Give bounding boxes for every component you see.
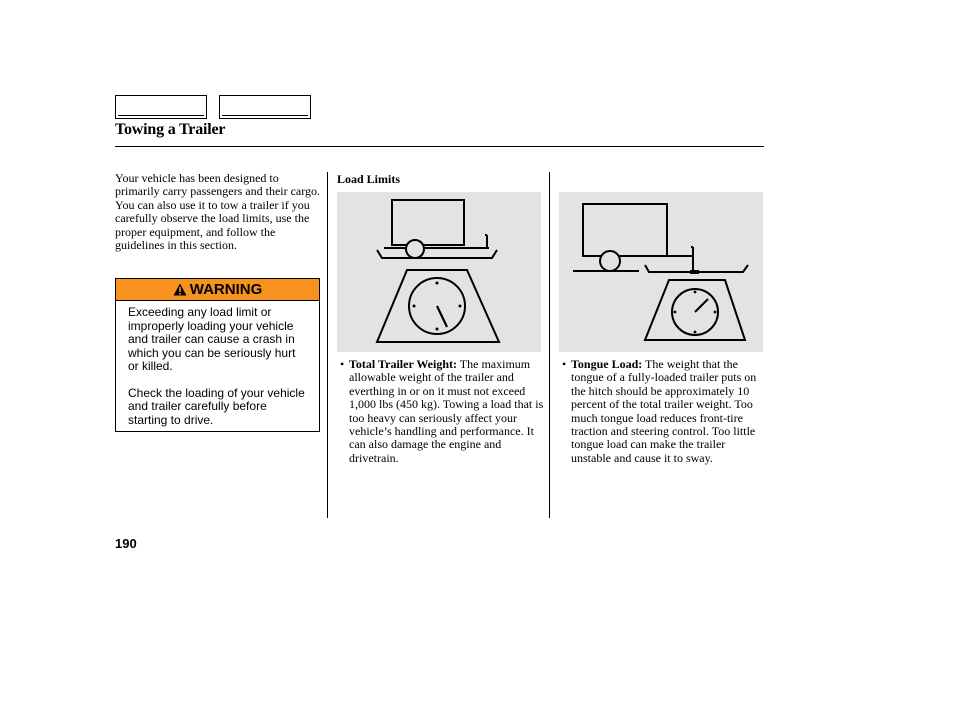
tongue-load-item [562,357,763,465]
total-weight-term: Total Trailer Weight: [349,357,458,371]
tongue-load-term: Tongue Load: [571,357,643,371]
bullet-icon: • [562,357,567,371]
bullet-icon: • [340,357,345,371]
warning-label: WARNING [189,281,263,298]
tongue-on-scale-image [559,192,763,352]
column-divider-1 [327,172,328,518]
warning-text-2: Check the loading of your vehicle and trailer carefully before starting to drive. [128,385,305,427]
intro-paragraph: Your vehicle has been designed to primarily carry passengers and their cargo. You can also use it to tow a trailer if you carefully observe the load limits, use the proper equipment, and follow the guidelines in this section. [115,171,321,253]
load-limits-heading: Load Limits [337,172,401,186]
total-weight-item [340,357,549,465]
warning-triangle-icon [173,283,187,296]
warning-text-1: Exceeding any load limit or improperly loading your vehicle and trailer can cause a crash in which you can be seriously hurt or killed. [128,305,296,373]
warning-header [116,279,319,301]
tongue-load-illustration [559,192,763,352]
trailer-on-scale-image [337,192,541,352]
nav-tab-1[interactable] [115,95,207,119]
page-title: Towing a Trailer [115,121,226,138]
tongue-load-text: The weight that the tongue of a fully-loaded trailer puts on the hitch should be approximately 10 percent of the total trailer weight. Too much tongue load reduces front-tire traction and steering control. Too little tongue load can make the trailer unstable and cause it to sway. [571,357,757,465]
column-divider-2 [549,172,550,518]
total-weight-text: The maximum allowable weight of the trailer and everthing in or on it must not exceed 1,000 lbs (450 kg). Towing a load that is too heavy can seriously affect your vehicle’s handling and performance. It can also damage the engine and drivetrain. [349,357,544,465]
page-number: 190 [115,536,137,551]
warning-box [115,278,320,432]
title-divider [115,146,764,147]
total-weight-illustration [337,192,541,352]
nav-tab-2[interactable] [219,95,311,119]
